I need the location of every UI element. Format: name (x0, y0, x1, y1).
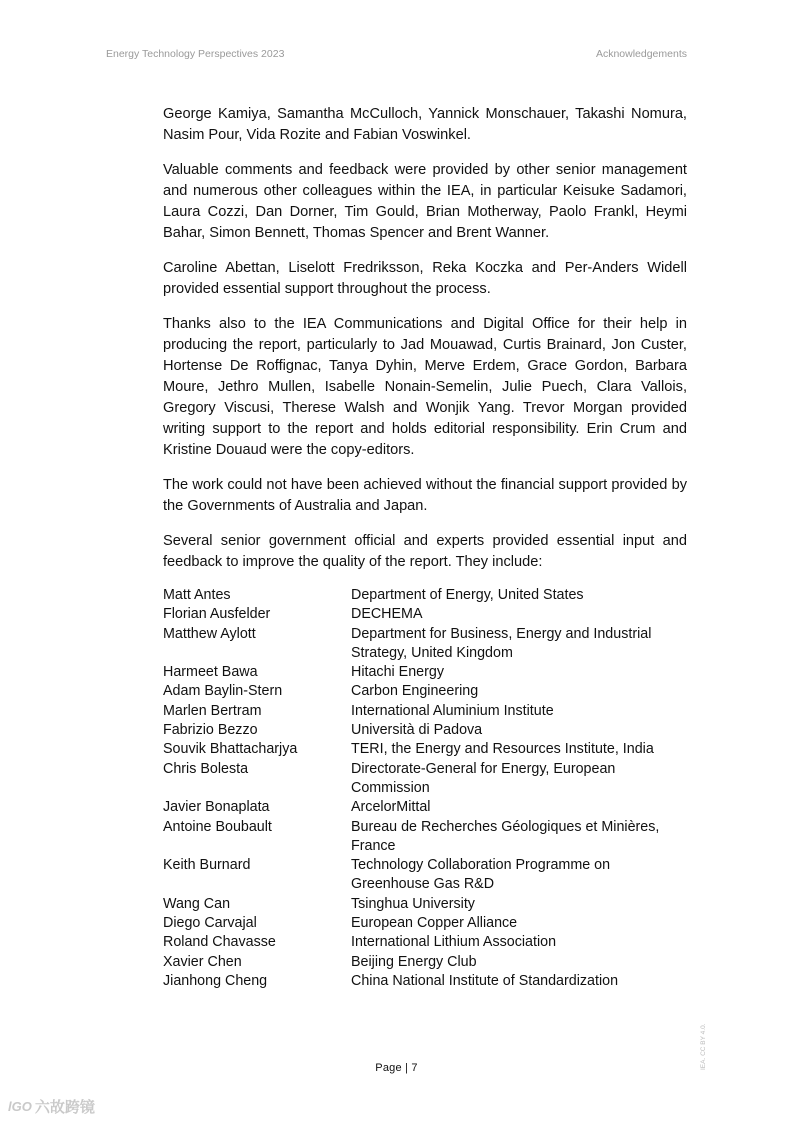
contributor-row (163, 933, 687, 952)
contributor-row (163, 605, 687, 624)
contributor-org: Technology Collaboration Programme on Greenhouse Gas R&D (351, 857, 611, 893)
watermark (8, 1096, 95, 1117)
contributor-row (163, 721, 687, 740)
contributor-name: Jianhong Cheng (163, 972, 268, 989)
contributor-name: Roland Chavasse (163, 934, 276, 951)
contributor-row (163, 682, 687, 701)
contributor-org: Università di Padova (351, 722, 483, 739)
contributor-name: Matt Antes (163, 587, 231, 603)
paragraph: George Kamiya, Samantha McCulloch, Yannick Monschauer, Takashi Nomura, Nasim Pour, Vida Rozite and Fabian Voswinkel. (163, 106, 687, 143)
watermark-logo-icon: lGO (8, 1099, 32, 1114)
contributor-org: ArcelorMittal (351, 799, 431, 816)
contributor-name: Antoine Boubault (163, 818, 272, 835)
contributor-row (163, 953, 687, 972)
contributor-org: China National Institute of Standardization (351, 972, 619, 989)
contributor-row (163, 625, 687, 664)
contributor-name: Souvik Bhattacharjya (163, 741, 298, 758)
contributor-row (163, 760, 687, 799)
paragraph: Valuable comments and feedback were provided by other senior management and numerous other colleagues within the IEA, in particular Keisuke Sadamori, Laura Cozzi, Dan Dorner, Tim Gould, Brian Motherway, Paolo Frankl, Heymi Bahar, Simon Bennett, Thomas Spencer and Brent Wanner. (163, 162, 687, 241)
running-header-title: Energy Technology Perspectives 2023 (106, 48, 285, 60)
contributor-name: Matthew Aylott (163, 625, 256, 642)
contributor-row (163, 914, 687, 933)
contributor-org: Tsinghua University (351, 895, 475, 912)
contributor-name: Adam Baylin-Stern (163, 683, 283, 700)
contributor-org: International Aluminium Institute (351, 702, 554, 719)
contributor-org: Hitachi Energy (351, 664, 444, 681)
contributor-row (163, 663, 687, 682)
contributor-name: Harmeet Bawa (163, 664, 258, 681)
contributor-row (163, 702, 687, 721)
contributor-org: European Copper Alliance (351, 915, 518, 932)
contributor-org: Department for Business, Energy and Industrial Strategy, United Kingdom (351, 625, 652, 661)
contributor-name: Javier Bonaplata (163, 799, 270, 816)
contributor-name: Keith Burnard (163, 857, 251, 874)
contributor-org: International Lithium Association (351, 934, 557, 951)
page-footer (0, 1062, 793, 1074)
contributor-row (163, 972, 687, 991)
contributor-name: Fabrizio Bezzo (163, 722, 258, 739)
page-body (163, 104, 687, 991)
paragraph: Several senior government official and experts provided essential input and feedback to improve the quality of the report. They include: (163, 533, 687, 570)
contributor-org: Department of Energy, United States (351, 587, 584, 603)
contributor-list (163, 586, 687, 991)
running-header-section: Acknowledgements (595, 48, 687, 60)
contributor-row (163, 895, 687, 914)
license-tag: IEA. CC BY 4.0. (700, 1023, 707, 1070)
contributor-org: DECHEMA (351, 606, 423, 623)
contributor-name: Wang Can (163, 895, 231, 912)
watermark-text: 六故跨镜 (34, 1099, 95, 1116)
contributor-org: Carbon Engineering (351, 683, 479, 700)
contributor-name: Diego Carvajal (163, 915, 257, 932)
contributor-row (163, 740, 687, 759)
contributor-row (163, 818, 687, 857)
contributor-org: Bureau de Recherches Géologiques et Minières, France (351, 818, 660, 854)
contributor-row (163, 798, 687, 817)
contributor-row (163, 856, 687, 895)
paragraph: Thanks also to the IEA Communications and Digital Office for their help in producing the report, particularly to Jad Mouawad, Curtis Brainard, Jon Custer, Hortense De Roffignac, Tanya Dyhin, Merve Erdem, Grace Gordon, Barbara Moure, Jethro Mullen, Isabelle Nonain-Semelin, Julie Puech, Clara Vallois, Gregory Viscusi, Therese Walsh and Wonjik Yang. Trevor Morgan provided writing support to the report and holds editorial responsibility. Erin Crum and Kristine Douaud were the copy-editors. (163, 316, 687, 458)
paragraph: The work could not have been achieved without the financial support provided by the Governments of Australia and Japan. (163, 477, 687, 514)
contributor-row (163, 586, 687, 605)
contributor-name: Xavier Chen (163, 953, 242, 970)
contributor-name: Marlen Bertram (163, 702, 262, 719)
contributor-org: TERI, the Energy and Resources Institute, India (351, 741, 654, 758)
contributor-name: Florian Ausfelder (163, 606, 271, 623)
page-number: Page | 7 (375, 1062, 418, 1074)
contributor-org: Beijing Energy Club (351, 953, 477, 970)
contributor-org: Directorate-General for Energy, European Commission (351, 760, 616, 796)
paragraph: Caroline Abettan, Liselott Fredriksson, Reka Koczka and Per-Anders Widell provided essential support throughout the process. (163, 260, 687, 297)
contributor-name: Chris Bolesta (163, 760, 249, 777)
